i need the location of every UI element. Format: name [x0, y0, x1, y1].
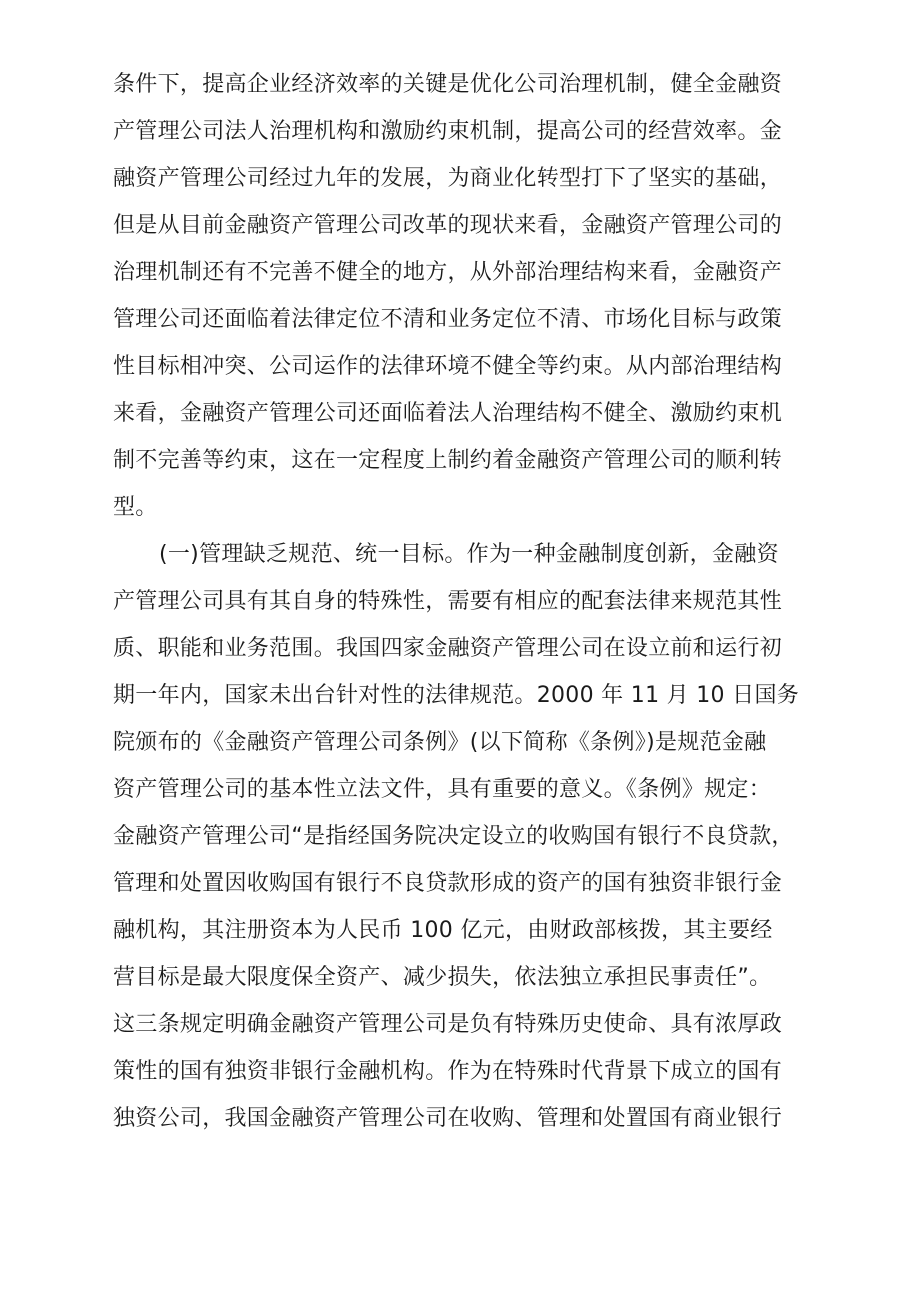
paragraph-1-line-8: 来看，金融资产管理公司还面临着法人治理结构不健全、激励约束机	[113, 401, 783, 426]
paragraph-2-line-8: 管理和处置因收购国有银行不良贷款形成的资产的国有独资非银行金	[113, 871, 783, 896]
paragraph-2-line-7: 金融资产管理公司“是指经国务院决定设立的收购国有银行不良贷款，	[113, 824, 794, 849]
paragraph-1-line-7: 性目标相冲突、公司运作的法律环境不健全等约束。从内部治理结构	[113, 354, 783, 379]
paragraph-2-line-9: 融机构，其注册资本为人民币 100 亿元，由财政部核拨，其主要经	[113, 918, 773, 943]
paragraph-1-line-10: 型。	[113, 495, 158, 520]
paragraph-2-line-10: 营目标是最大限度保全资产、减少损失，依法独立承担民事责任”。	[113, 965, 772, 990]
paragraph-1-line-1: 条件下，提高企业经济效率的关键是优化公司治理机制，健全金融资	[113, 72, 783, 97]
paragraph-2-line-13: 独资公司，我国金融资产管理公司在收购、管理和处置国有商业银行	[113, 1106, 783, 1131]
paragraph-2-line-4: 期一年内，国家未出台针对性的法律规范。2000 年 11 月 10 日国务	[113, 683, 800, 708]
paragraph-1-line-3: 融资产管理公司经过九年的发展，为商业化转型打下了坚实的基础，	[113, 166, 783, 191]
paragraph-1-line-5: 治理机制还有不完善不健全的地方，从外部治理结构来看，金融资产	[113, 260, 783, 285]
paragraph-1-line-6: 管理公司还面临着法律定位不清和业务定位不清、市场化目标与政策	[113, 307, 783, 332]
paragraph-1-line-4: 但是从目前金融资产管理公司改革的现状来看，金融资产管理公司的	[113, 213, 783, 238]
paragraph-1-line-9: 制不完善等约束，这在一定程度上制约着金融资产管理公司的顺利转	[113, 448, 783, 473]
paragraph-2-line-1: (一)管理缺乏规范、统一目标。作为一种金融制度创新，金融资	[159, 542, 779, 567]
paragraph-2-line-6: 资产管理公司的基本性立法文件，具有重要的意义。《条例》规定：	[113, 777, 772, 802]
paragraph-2-line-11: 这三条规定明确金融资产管理公司是负有特殊历史使命、具有浓厚政	[113, 1012, 783, 1037]
paragraph-2-line-2: 产管理公司具有其自身的特殊性，需要有相应的配套法律来规范其性	[113, 589, 783, 614]
paragraph-1-line-2: 产管理公司法人治理机构和激励约束机制，提高公司的经营效率。金	[113, 119, 783, 144]
paragraph-2-line-12: 策性的国有独资非银行金融机构。作为在特殊时代背景下成立的国有	[113, 1059, 783, 1084]
paragraph-2-line-5: 院颁布的《金融资产管理公司条例》(以下简称《条例》)是规范金融	[113, 730, 767, 755]
paragraph-2-line-3: 质、职能和业务范围。我国四家金融资产管理公司在设立前和运行初	[113, 636, 783, 661]
